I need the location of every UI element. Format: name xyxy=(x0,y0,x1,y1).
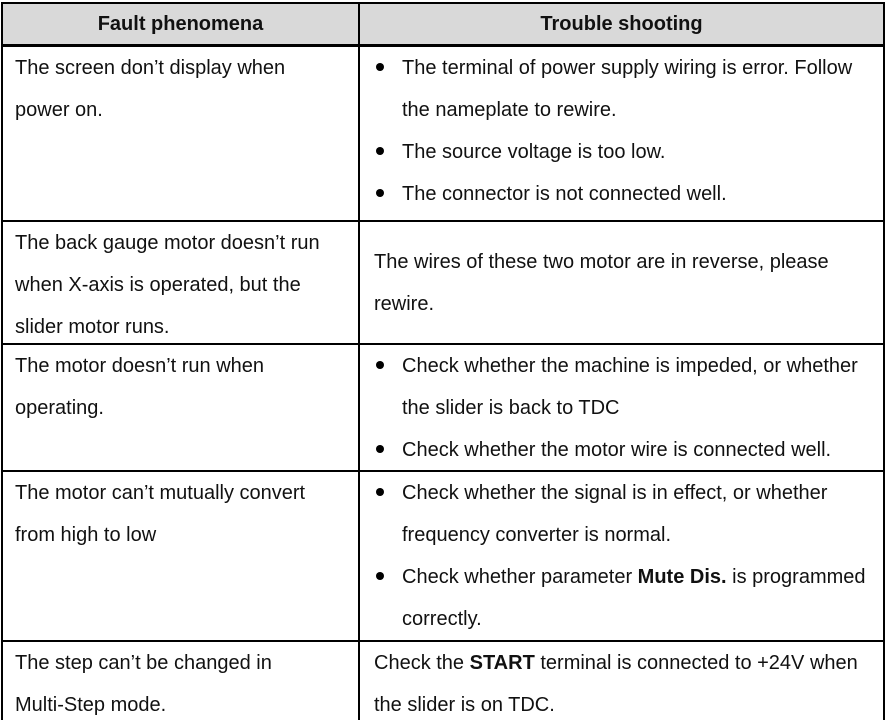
fault-cell xyxy=(3,47,360,222)
trouble-line xyxy=(374,387,877,429)
text-segment: The wires of these two motor are in reverse, please xyxy=(374,250,829,273)
fault-line xyxy=(15,684,350,720)
header-fault-phenomena: Fault phenomena xyxy=(3,4,360,47)
text-segment: operating. xyxy=(15,397,104,419)
fault-line xyxy=(15,222,350,264)
fault-cell xyxy=(3,642,360,720)
text-segment: the slider is back to TDC xyxy=(402,397,620,419)
trouble-line xyxy=(374,556,877,598)
fault-line xyxy=(15,306,350,345)
fault-cell xyxy=(3,472,360,642)
trouble-line xyxy=(374,89,877,131)
text-segment: The motor doesn’t run when xyxy=(15,355,265,377)
trouble-line xyxy=(374,241,877,283)
text-segment: the nameplate to rewire. xyxy=(402,99,617,121)
trouble-line xyxy=(374,173,877,215)
text-segment: the slider is on TDC. xyxy=(374,694,555,716)
bullet-icon xyxy=(376,488,384,496)
bullet-icon xyxy=(376,361,384,369)
trouble-cell xyxy=(360,222,883,345)
trouble-line xyxy=(374,345,877,387)
fault-line xyxy=(15,47,350,89)
text-segment: when X-axis is operated, but the xyxy=(15,274,301,296)
text-segment: Check whether the motor wire is connected well. xyxy=(402,439,832,461)
trouble-line xyxy=(374,514,877,556)
fault-cell xyxy=(3,222,360,345)
text-segment: Check the xyxy=(374,652,470,674)
trouble-line xyxy=(374,283,877,325)
bullet-icon xyxy=(376,445,384,453)
bullet-icon xyxy=(376,572,384,580)
trouble-cell xyxy=(360,345,883,472)
fault-line xyxy=(15,472,350,514)
text-segment: The screen don’t display when xyxy=(15,57,286,79)
trouble-cell xyxy=(360,642,883,720)
text-segment: frequency converter is normal. xyxy=(402,524,672,546)
text-segment: from high to low xyxy=(15,524,157,546)
text-segment: The motor can’t mutually convert xyxy=(15,482,306,504)
trouble-line xyxy=(374,429,877,471)
trouble-line xyxy=(374,598,877,640)
trouble-cell xyxy=(360,47,883,222)
header-trouble-shooting: Trouble shooting xyxy=(360,4,883,47)
fault-line xyxy=(15,387,350,429)
text-segment: Check whether parameter xyxy=(402,566,638,588)
text-segment: rewire. xyxy=(374,292,435,315)
trouble-line xyxy=(374,642,877,684)
bold-text-segment: Mute Dis. xyxy=(637,566,727,588)
trouble-cell xyxy=(360,472,883,642)
text-segment: terminal is connected to +24V when xyxy=(534,652,858,674)
fault-line xyxy=(15,514,350,556)
text-segment: Check whether the signal is in effect, or whether xyxy=(402,482,828,504)
fault-line xyxy=(15,264,350,306)
fault-line xyxy=(15,89,350,131)
text-segment: Multi-Step mode. xyxy=(15,694,167,716)
text-segment: The back gauge motor doesn’t run xyxy=(15,232,320,254)
text-segment: slider motor runs. xyxy=(15,316,170,338)
trouble-line xyxy=(374,131,877,173)
text-segment: Check whether the machine is impeded, or whether xyxy=(402,355,858,377)
bullet-icon xyxy=(376,189,384,197)
text-segment: correctly. xyxy=(402,608,482,630)
trouble-line xyxy=(374,684,877,720)
bold-text-segment: START xyxy=(469,652,535,674)
text-segment: The step can’t be changed in xyxy=(15,652,272,674)
text-segment: is programmed xyxy=(726,566,866,588)
trouble-line xyxy=(374,472,877,514)
fault-line xyxy=(15,345,350,387)
trouble-line xyxy=(374,47,877,89)
text-segment: The source voltage is too low. xyxy=(402,141,666,163)
fault-cell xyxy=(3,345,360,472)
fault-line xyxy=(15,642,350,684)
text-segment: The terminal of power supply wiring is error. Follow xyxy=(402,57,853,79)
bullet-icon xyxy=(376,63,384,71)
bullet-icon xyxy=(376,147,384,155)
troubleshooting-table xyxy=(1,2,885,720)
text-segment: The connector is not connected well. xyxy=(402,183,727,205)
text-segment: power on. xyxy=(15,99,103,121)
